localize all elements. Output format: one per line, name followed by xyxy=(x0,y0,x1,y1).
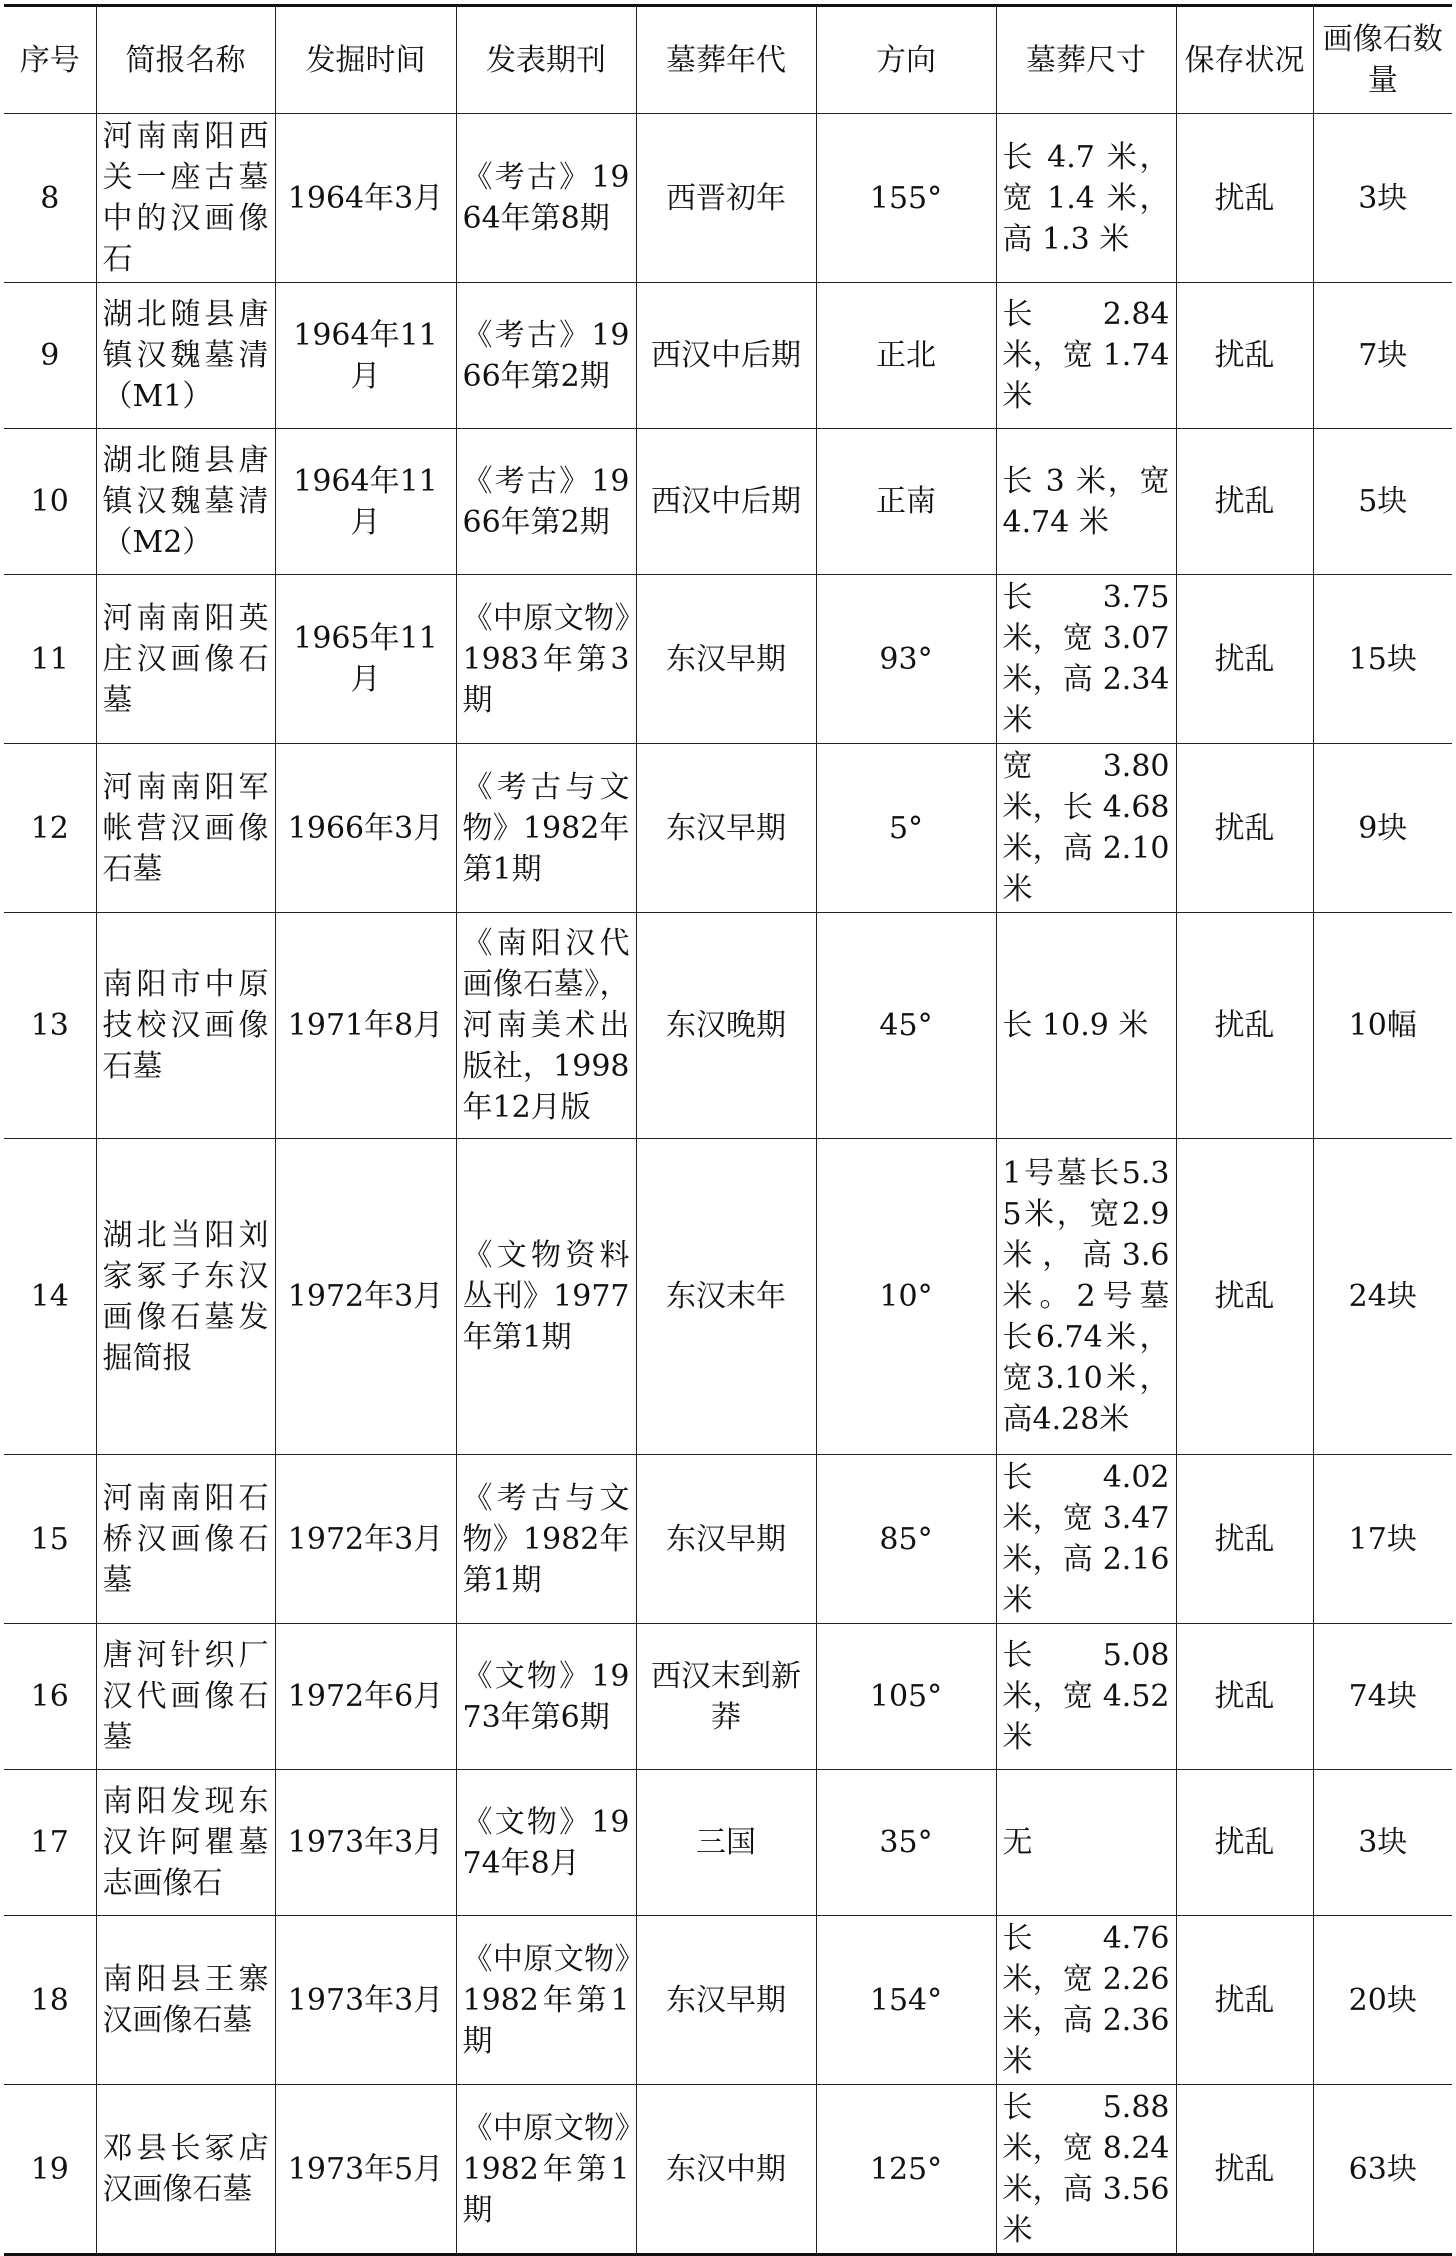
tomb-size-cell: 长 4.76 米，宽 2.26 米，高 2.36 米 xyxy=(996,1916,1176,2085)
tomb-era-cell: 东汉早期 xyxy=(636,744,816,913)
report-name-cell: 河南南阳西关一座古墓中的汉画像石 xyxy=(96,114,275,283)
tomb-era-cell: 西汉中后期 xyxy=(636,283,816,429)
preservation-status-cell: 扰乱 xyxy=(1176,1139,1313,1455)
excavation-date-cell: 1964年3月 xyxy=(275,114,456,283)
excavation-date-cell: 1966年3月 xyxy=(275,744,456,913)
row-number-cell: 17 xyxy=(4,1770,96,1916)
header-journal: 发表期刊 xyxy=(456,6,636,114)
table-row xyxy=(4,1139,1452,1455)
stone-count-cell: 3块 xyxy=(1313,1770,1452,1916)
journal-cell: 《考古与文物》1982年第1期 xyxy=(456,744,636,913)
tomb-size-cell: 长 2.84 米，宽 1.74 米 xyxy=(996,283,1176,429)
journal-cell: 《文物资料丛刊》1977年第1期 xyxy=(456,1139,636,1455)
stone-count-cell: 9块 xyxy=(1313,744,1452,913)
tomb-table xyxy=(4,4,1452,2256)
header-count: 画像石数量 xyxy=(1313,6,1452,114)
row-number-cell: 8 xyxy=(4,114,96,283)
header-direction: 方向 xyxy=(816,6,996,114)
direction-cell: 35° xyxy=(816,1770,996,1916)
excavation-date-cell: 1972年6月 xyxy=(275,1624,456,1770)
table-row xyxy=(4,283,1452,429)
tomb-size-cell: 1号墓长5.35米，宽2.9米，高3.6米。2号墓长6.74米，宽3.10米，高4.28米 xyxy=(996,1139,1176,1455)
journal-cell: 《考古》1966年第2期 xyxy=(456,429,636,575)
journal-cell: 《南阳汉代画像石墓》，河南美术出版社，1998年12月版 xyxy=(456,913,636,1139)
table-row xyxy=(4,744,1452,913)
journal-cell: 《中原文物》1983年第3期 xyxy=(456,575,636,744)
stone-count-cell: 15块 xyxy=(1313,575,1452,744)
report-name-cell: 湖北随县唐镇汉魏墓清（M1） xyxy=(96,283,275,429)
tomb-size-cell: 长 5.88 米，宽 8.24 米，高 3.56 米 xyxy=(996,2085,1176,2255)
direction-cell: 45° xyxy=(816,913,996,1139)
tomb-size-cell: 无 xyxy=(996,1770,1176,1916)
stone-count-cell: 3块 xyxy=(1313,114,1452,283)
tomb-era-cell: 东汉早期 xyxy=(636,1455,816,1624)
tomb-size-cell: 长 3 米，宽 4.74 米 xyxy=(996,429,1176,575)
journal-cell: 《考古》1964年第8期 xyxy=(456,114,636,283)
row-number-cell: 13 xyxy=(4,913,96,1139)
table-body xyxy=(4,114,1452,2255)
direction-cell: 154° xyxy=(816,1916,996,2085)
preservation-status-cell: 扰乱 xyxy=(1176,114,1313,283)
header-no: 序号 xyxy=(4,6,96,114)
table-row xyxy=(4,1916,1452,2085)
tomb-era-cell: 东汉中期 xyxy=(636,2085,816,2255)
preservation-status-cell: 扰乱 xyxy=(1176,429,1313,575)
row-number-cell: 16 xyxy=(4,1624,96,1770)
table-row xyxy=(4,2085,1452,2255)
header-name: 简报名称 xyxy=(96,6,275,114)
excavation-date-cell: 1973年5月 xyxy=(275,2085,456,2255)
report-name-cell: 唐河针织厂汉代画像石墓 xyxy=(96,1624,275,1770)
excavation-date-cell: 1972年3月 xyxy=(275,1455,456,1624)
report-name-cell: 河南南阳石桥汉画像石墓 xyxy=(96,1455,275,1624)
stone-count-cell: 24块 xyxy=(1313,1139,1452,1455)
row-number-cell: 14 xyxy=(4,1139,96,1455)
header-status: 保存状况 xyxy=(1176,6,1313,114)
tomb-size-cell: 长 4.02 米，宽 3.47 米，高 2.16 米 xyxy=(996,1455,1176,1624)
direction-cell: 正北 xyxy=(816,283,996,429)
preservation-status-cell: 扰乱 xyxy=(1176,1624,1313,1770)
preservation-status-cell: 扰乱 xyxy=(1176,744,1313,913)
table-row xyxy=(4,575,1452,744)
header-size: 墓葬尺寸 xyxy=(996,6,1176,114)
row-number-cell: 15 xyxy=(4,1455,96,1624)
stone-count-cell: 10幅 xyxy=(1313,913,1452,1139)
stone-count-cell: 63块 xyxy=(1313,2085,1452,2255)
direction-cell: 105° xyxy=(816,1624,996,1770)
tomb-era-cell: 东汉末年 xyxy=(636,1139,816,1455)
excavation-date-cell: 1972年3月 xyxy=(275,1139,456,1455)
row-number-cell: 19 xyxy=(4,2085,96,2255)
tomb-size-cell: 长 5.08 米，宽 4.52 米 xyxy=(996,1624,1176,1770)
table-row xyxy=(4,1624,1452,1770)
journal-cell: 《中原文物》1982年第1期 xyxy=(456,1916,636,2085)
tomb-era-cell: 西汉末到新莽 xyxy=(636,1624,816,1770)
preservation-status-cell: 扰乱 xyxy=(1176,575,1313,744)
report-name-cell: 河南南阳英庄汉画像石墓 xyxy=(96,575,275,744)
tomb-size-cell: 长 10.9 米 xyxy=(996,913,1176,1139)
tomb-era-cell: 东汉晚期 xyxy=(636,913,816,1139)
preservation-status-cell: 扰乱 xyxy=(1176,2085,1313,2255)
tomb-era-cell: 三国 xyxy=(636,1770,816,1916)
journal-cell: 《文物》1974年8月 xyxy=(456,1770,636,1916)
row-number-cell: 10 xyxy=(4,429,96,575)
report-name-cell: 邓县长冢店汉画像石墓 xyxy=(96,2085,275,2255)
preservation-status-cell: 扰乱 xyxy=(1176,1770,1313,1916)
tomb-era-cell: 西晋初年 xyxy=(636,114,816,283)
direction-cell: 5° xyxy=(816,744,996,913)
journal-cell: 《考古与文物》1982年第1期 xyxy=(456,1455,636,1624)
report-name-cell: 南阳市中原技校汉画像石墓 xyxy=(96,913,275,1139)
tomb-size-cell: 宽 3.80 米，长 4.68 米，高 2.10 米 xyxy=(996,744,1176,913)
excavation-date-cell: 1965年11月 xyxy=(275,575,456,744)
header-row xyxy=(4,6,1452,114)
preservation-status-cell: 扰乱 xyxy=(1176,1916,1313,2085)
row-number-cell: 11 xyxy=(4,575,96,744)
direction-cell: 93° xyxy=(816,575,996,744)
preservation-status-cell: 扰乱 xyxy=(1176,283,1313,429)
report-name-cell: 南阳发现东汉许阿瞿墓志画像石 xyxy=(96,1770,275,1916)
excavation-date-cell: 1971年8月 xyxy=(275,913,456,1139)
header-date: 发掘时间 xyxy=(275,6,456,114)
tomb-size-cell: 长 4.7 米，宽 1.4 米，高 1.3 米 xyxy=(996,114,1176,283)
stone-count-cell: 74块 xyxy=(1313,1624,1452,1770)
direction-cell: 正南 xyxy=(816,429,996,575)
direction-cell: 85° xyxy=(816,1455,996,1624)
excavation-date-cell: 1973年3月 xyxy=(275,1916,456,2085)
journal-cell: 《文物》1973年第6期 xyxy=(456,1624,636,1770)
report-name-cell: 河南南阳军帐营汉画像石墓 xyxy=(96,744,275,913)
table-row xyxy=(4,114,1452,283)
tomb-era-cell: 东汉早期 xyxy=(636,575,816,744)
preservation-status-cell: 扰乱 xyxy=(1176,913,1313,1139)
row-number-cell: 18 xyxy=(4,1916,96,2085)
tomb-era-cell: 东汉早期 xyxy=(636,1916,816,2085)
excavation-date-cell: 1964年11月 xyxy=(275,429,456,575)
journal-cell: 《中原文物》1982年第1期 xyxy=(456,2085,636,2255)
table-row xyxy=(4,913,1452,1139)
stone-count-cell: 17块 xyxy=(1313,1455,1452,1624)
header-era: 墓葬年代 xyxy=(636,6,816,114)
stone-count-cell: 5块 xyxy=(1313,429,1452,575)
tomb-size-cell: 长 3.75 米，宽 3.07 米，高 2.34 米 xyxy=(996,575,1176,744)
direction-cell: 125° xyxy=(816,2085,996,2255)
stone-count-cell: 7块 xyxy=(1313,283,1452,429)
direction-cell: 155° xyxy=(816,114,996,283)
tomb-era-cell: 西汉中后期 xyxy=(636,429,816,575)
excavation-date-cell: 1964年11月 xyxy=(275,283,456,429)
table-row xyxy=(4,429,1452,575)
preservation-status-cell: 扰乱 xyxy=(1176,1455,1313,1624)
report-name-cell: 湖北随县唐镇汉魏墓清（M2） xyxy=(96,429,275,575)
excavation-date-cell: 1973年3月 xyxy=(275,1770,456,1916)
table-row xyxy=(4,1770,1452,1916)
stone-count-cell: 20块 xyxy=(1313,1916,1452,2085)
report-name-cell: 南阳县王寨汉画像石墓 xyxy=(96,1916,275,2085)
row-number-cell: 9 xyxy=(4,283,96,429)
table-row xyxy=(4,1455,1452,1624)
journal-cell: 《考古》1966年第2期 xyxy=(456,283,636,429)
row-number-cell: 12 xyxy=(4,744,96,913)
report-name-cell: 湖北当阳刘家冢子东汉画像石墓发掘简报 xyxy=(96,1139,275,1455)
direction-cell: 10° xyxy=(816,1139,996,1455)
